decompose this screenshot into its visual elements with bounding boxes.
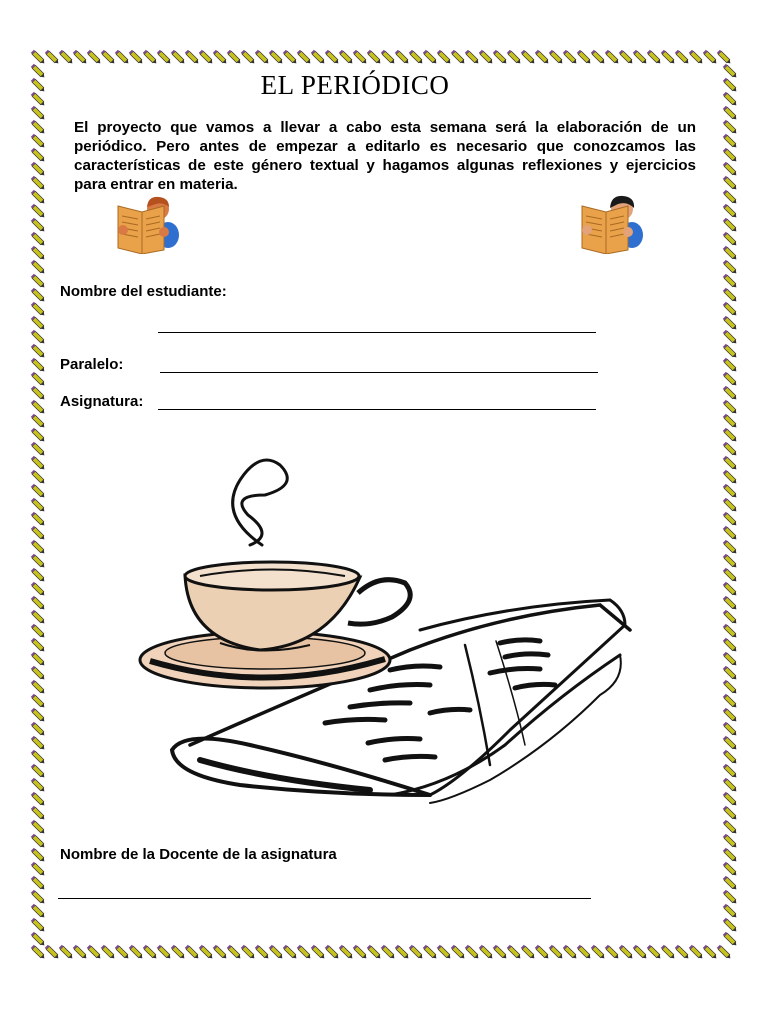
pencil-icon [633, 945, 648, 960]
pencil-icon [723, 288, 738, 303]
pencil-icon [31, 386, 46, 401]
pencil-icon [339, 945, 354, 960]
pencil-icon [31, 190, 46, 205]
pencil-icon [73, 945, 88, 960]
pencil-icon [115, 50, 130, 65]
pencil-icon [87, 945, 102, 960]
pencil-icon [31, 414, 46, 429]
pencil-icon [31, 932, 46, 947]
pencil-icon [171, 945, 186, 960]
pencil-icon [31, 652, 46, 667]
pencil-icon [339, 50, 354, 65]
pencil-icon [199, 945, 214, 960]
pencil-icon [577, 945, 592, 960]
pencil-icon [31, 484, 46, 499]
pencil-icon [647, 50, 662, 65]
pencil-icon [717, 50, 732, 65]
pencil-icon [723, 638, 738, 653]
pencil-icon [521, 945, 536, 960]
pencil-icon [723, 582, 738, 597]
pencil-icon [269, 50, 284, 65]
pencil-icon [31, 456, 46, 471]
pencil-icon [521, 50, 536, 65]
pencil-icon [723, 596, 738, 611]
pencil-icon [115, 945, 130, 960]
pencil-icon [31, 820, 46, 835]
pencil-icon [31, 708, 46, 723]
pencil-icon [723, 106, 738, 121]
pencil-icon [311, 945, 326, 960]
pencil-icon [605, 945, 620, 960]
pencil-icon [723, 330, 738, 345]
pencil-icon [367, 50, 382, 65]
pencil-icon [101, 50, 116, 65]
reader-left-icon [116, 192, 180, 254]
pencil-icon [31, 134, 46, 149]
pencil-icon [31, 148, 46, 163]
pencil-icon [409, 945, 424, 960]
pencil-icon [31, 372, 46, 387]
pencil-icon [283, 50, 298, 65]
pencil-icon [185, 945, 200, 960]
pencil-icon [241, 945, 256, 960]
pencil-icon [129, 945, 144, 960]
pencil-icon [723, 176, 738, 191]
pencil-icon [723, 918, 738, 933]
pencil-icon [31, 680, 46, 695]
pencil-icon [325, 50, 340, 65]
pencil-icon [409, 50, 424, 65]
pencil-icon [213, 945, 228, 960]
pencil-icon [723, 568, 738, 583]
pencil-icon [31, 918, 46, 933]
pencil-icon [353, 50, 368, 65]
pencil-icon [647, 945, 662, 960]
pencil-icon [723, 624, 738, 639]
pencil-icon [31, 666, 46, 681]
pencil-icon [437, 945, 452, 960]
pencil-icon [31, 358, 46, 373]
pencil-icon [723, 764, 738, 779]
pencil-icon [283, 945, 298, 960]
pencil-icon [59, 50, 74, 65]
pencil-icon [59, 945, 74, 960]
pencil-icon [31, 834, 46, 849]
pencil-icon [723, 848, 738, 863]
pencil-icon [255, 945, 270, 960]
pencil-icon [31, 862, 46, 877]
pencil-icon [723, 820, 738, 835]
pencil-icon [703, 50, 718, 65]
pencil-icon [723, 722, 738, 737]
pencil-icon [31, 232, 46, 247]
pencil-icon [31, 638, 46, 653]
pencil-icon [723, 778, 738, 793]
pencil-icon [31, 176, 46, 191]
pencil-icon [465, 945, 480, 960]
pencil-icon [31, 596, 46, 611]
pencil-icon [723, 526, 738, 541]
pencil-icon [45, 50, 60, 65]
pencil-icon [171, 50, 186, 65]
pencil-icon [549, 945, 564, 960]
pencil-icon [101, 945, 116, 960]
pencil-icon [723, 358, 738, 373]
pencil-icon [723, 414, 738, 429]
pencil-icon [723, 134, 738, 149]
pencil-icon [241, 50, 256, 65]
pencil-icon [227, 945, 242, 960]
pencil-icon [423, 50, 438, 65]
pencil-icon [535, 50, 550, 65]
teacher-name-label: Nombre de la Docente de la asignatura [60, 846, 337, 863]
pencil-icon [723, 610, 738, 625]
pencil-icon [723, 806, 738, 821]
pencil-icon [31, 792, 46, 807]
pencil-icon [723, 302, 738, 317]
pencil-icon [31, 316, 46, 331]
pencil-icon [31, 260, 46, 275]
pencil-icon [31, 302, 46, 317]
pencil-icon [479, 945, 494, 960]
student-name-line[interactable] [158, 332, 596, 333]
pencil-icon [353, 945, 368, 960]
pencil-icon [157, 50, 172, 65]
pencil-icon [87, 50, 102, 65]
pencil-icon [675, 945, 690, 960]
pencil-icon [367, 945, 382, 960]
grade-line[interactable] [160, 372, 598, 373]
pencil-icon [723, 652, 738, 667]
pencil-icon [723, 400, 738, 415]
pencil-icon [723, 78, 738, 93]
pencil-icon [227, 50, 242, 65]
pencil-icon [723, 316, 738, 331]
pencil-icon [31, 428, 46, 443]
pencil-icon [723, 666, 738, 681]
pencil-icon [31, 764, 46, 779]
pencil-icon [723, 694, 738, 709]
pencil-icon [451, 945, 466, 960]
pencil-icon [31, 610, 46, 625]
pencil-icon [297, 50, 312, 65]
pencil-icon [723, 386, 738, 401]
pencil-icon [73, 50, 88, 65]
pencil-icon [723, 680, 738, 695]
pencil-icon [479, 50, 494, 65]
pencil-icon [199, 50, 214, 65]
pencil-icon [31, 330, 46, 345]
pencil-icon [269, 945, 284, 960]
pencil-icon [31, 694, 46, 709]
pencil-icon [423, 945, 438, 960]
pencil-icon [507, 945, 522, 960]
pencil-icon [723, 456, 738, 471]
pencil-icon [395, 945, 410, 960]
pencil-icon [723, 470, 738, 485]
pencil-icon [31, 750, 46, 765]
pencil-icon [723, 554, 738, 569]
teacher-name-line[interactable] [58, 898, 591, 899]
pencil-icon [493, 50, 508, 65]
pencil-icon [723, 932, 738, 947]
pencil-icon [723, 344, 738, 359]
pencil-icon [723, 708, 738, 723]
pencil-icon [395, 50, 410, 65]
subject-line[interactable] [158, 409, 596, 410]
pencil-icon [31, 568, 46, 583]
pencil-icon [723, 792, 738, 807]
pencil-icon [31, 106, 46, 121]
subject-label: Asignatura: [60, 393, 144, 410]
pencil-icon [723, 736, 738, 751]
pencil-icon [31, 162, 46, 177]
pencil-icon [723, 834, 738, 849]
pencil-icon [723, 540, 738, 555]
pencil-icon [31, 890, 46, 905]
pencil-icon [31, 904, 46, 919]
pencil-icon [381, 50, 396, 65]
pencil-icon [689, 945, 704, 960]
pencil-icon [129, 50, 144, 65]
pencil-icon [31, 246, 46, 261]
pencil-icon [31, 554, 46, 569]
pencil-icon [465, 50, 480, 65]
pencil-icon [311, 50, 326, 65]
pencil-icon [493, 945, 508, 960]
pencil-icon [717, 945, 732, 960]
pencil-icon [723, 92, 738, 107]
pencil-icon [31, 526, 46, 541]
pencil-icon [633, 50, 648, 65]
pencil-icon [577, 50, 592, 65]
pencil-icon [605, 50, 620, 65]
pencil-icon [213, 50, 228, 65]
pencil-icon [661, 50, 676, 65]
pencil-icon [31, 582, 46, 597]
pencil-icon [31, 722, 46, 737]
pencil-icon [703, 945, 718, 960]
pencil-icon [31, 512, 46, 527]
student-name-label: Nombre del estudiante: [60, 283, 227, 300]
pencil-icon [675, 50, 690, 65]
pencil-icon [31, 274, 46, 289]
pencil-icon [619, 50, 634, 65]
pencil-icon [723, 862, 738, 877]
pencil-icon [31, 876, 46, 891]
pencil-icon [381, 945, 396, 960]
pencil-icon [185, 50, 200, 65]
pencil-icon [723, 512, 738, 527]
pencil-icon [661, 945, 676, 960]
pencil-icon [723, 190, 738, 205]
pencil-icon [723, 876, 738, 891]
pencil-icon [723, 372, 738, 387]
pencil-icon [723, 274, 738, 289]
pencil-icon [723, 232, 738, 247]
pencil-icon [31, 442, 46, 457]
reader-right-icon [580, 192, 644, 254]
pencil-icon [297, 945, 312, 960]
pencil-icon [31, 778, 46, 793]
pencil-icon [255, 50, 270, 65]
pencil-icon [549, 50, 564, 65]
pencil-icon [723, 204, 738, 219]
pencil-icon [31, 624, 46, 639]
pencil-icon [45, 945, 60, 960]
pencil-icon [723, 890, 738, 905]
pencil-icon [723, 904, 738, 919]
pencil-icon [535, 945, 550, 960]
pencil-icon [723, 750, 738, 765]
page-title: EL PERIÓDICO [260, 70, 450, 100]
pencil-icon [591, 50, 606, 65]
pencil-icon [31, 806, 46, 821]
pencil-icon [689, 50, 704, 65]
pencil-icon [723, 64, 738, 79]
pencil-icon [451, 50, 466, 65]
grade-label: Paralelo: [60, 356, 124, 373]
pencil-icon [723, 246, 738, 261]
pencil-icon [31, 540, 46, 555]
pencil-icon [31, 50, 46, 65]
pencil-icon [31, 288, 46, 303]
pencil-icon [157, 945, 172, 960]
pencil-icon [591, 945, 606, 960]
pencil-icon [563, 50, 578, 65]
pencil-icon [619, 945, 634, 960]
pencil-icon [723, 484, 738, 499]
pencil-icon [723, 442, 738, 457]
pencil-icon [31, 218, 46, 233]
pencil-icon [563, 945, 578, 960]
pencil-icon [31, 736, 46, 751]
pencil-icon [143, 50, 158, 65]
pencil-icon [325, 945, 340, 960]
pencil-icon [31, 344, 46, 359]
pencil-icon [31, 400, 46, 415]
pencil-icon [31, 470, 46, 485]
pencil-icon [723, 120, 738, 135]
pencil-icon [31, 498, 46, 513]
pencil-icon [723, 498, 738, 513]
pencil-icon [507, 50, 522, 65]
pencil-icon [723, 428, 738, 443]
pencil-icon [723, 218, 738, 233]
pencil-icon [31, 945, 46, 960]
intro-paragraph: El proyecto que vamos a llevar a cabo esta semana será la elaboración de un periódico. Pero antes de empezar a editarlo es necesario que conozcamos las características de este género textual y hagamos algunas reflexiones y ejercicios para entrar en materia. [74, 119, 696, 193]
pencil-icon [723, 148, 738, 163]
pencil-icon [31, 204, 46, 219]
pencil-icon [31, 848, 46, 863]
pencil-icon [31, 120, 46, 135]
pencil-icon [437, 50, 452, 65]
coffee-and-newspaper-illustration [130, 445, 640, 835]
pencil-icon [723, 260, 738, 275]
pencil-icon [723, 162, 738, 177]
pencil-icon [143, 945, 158, 960]
